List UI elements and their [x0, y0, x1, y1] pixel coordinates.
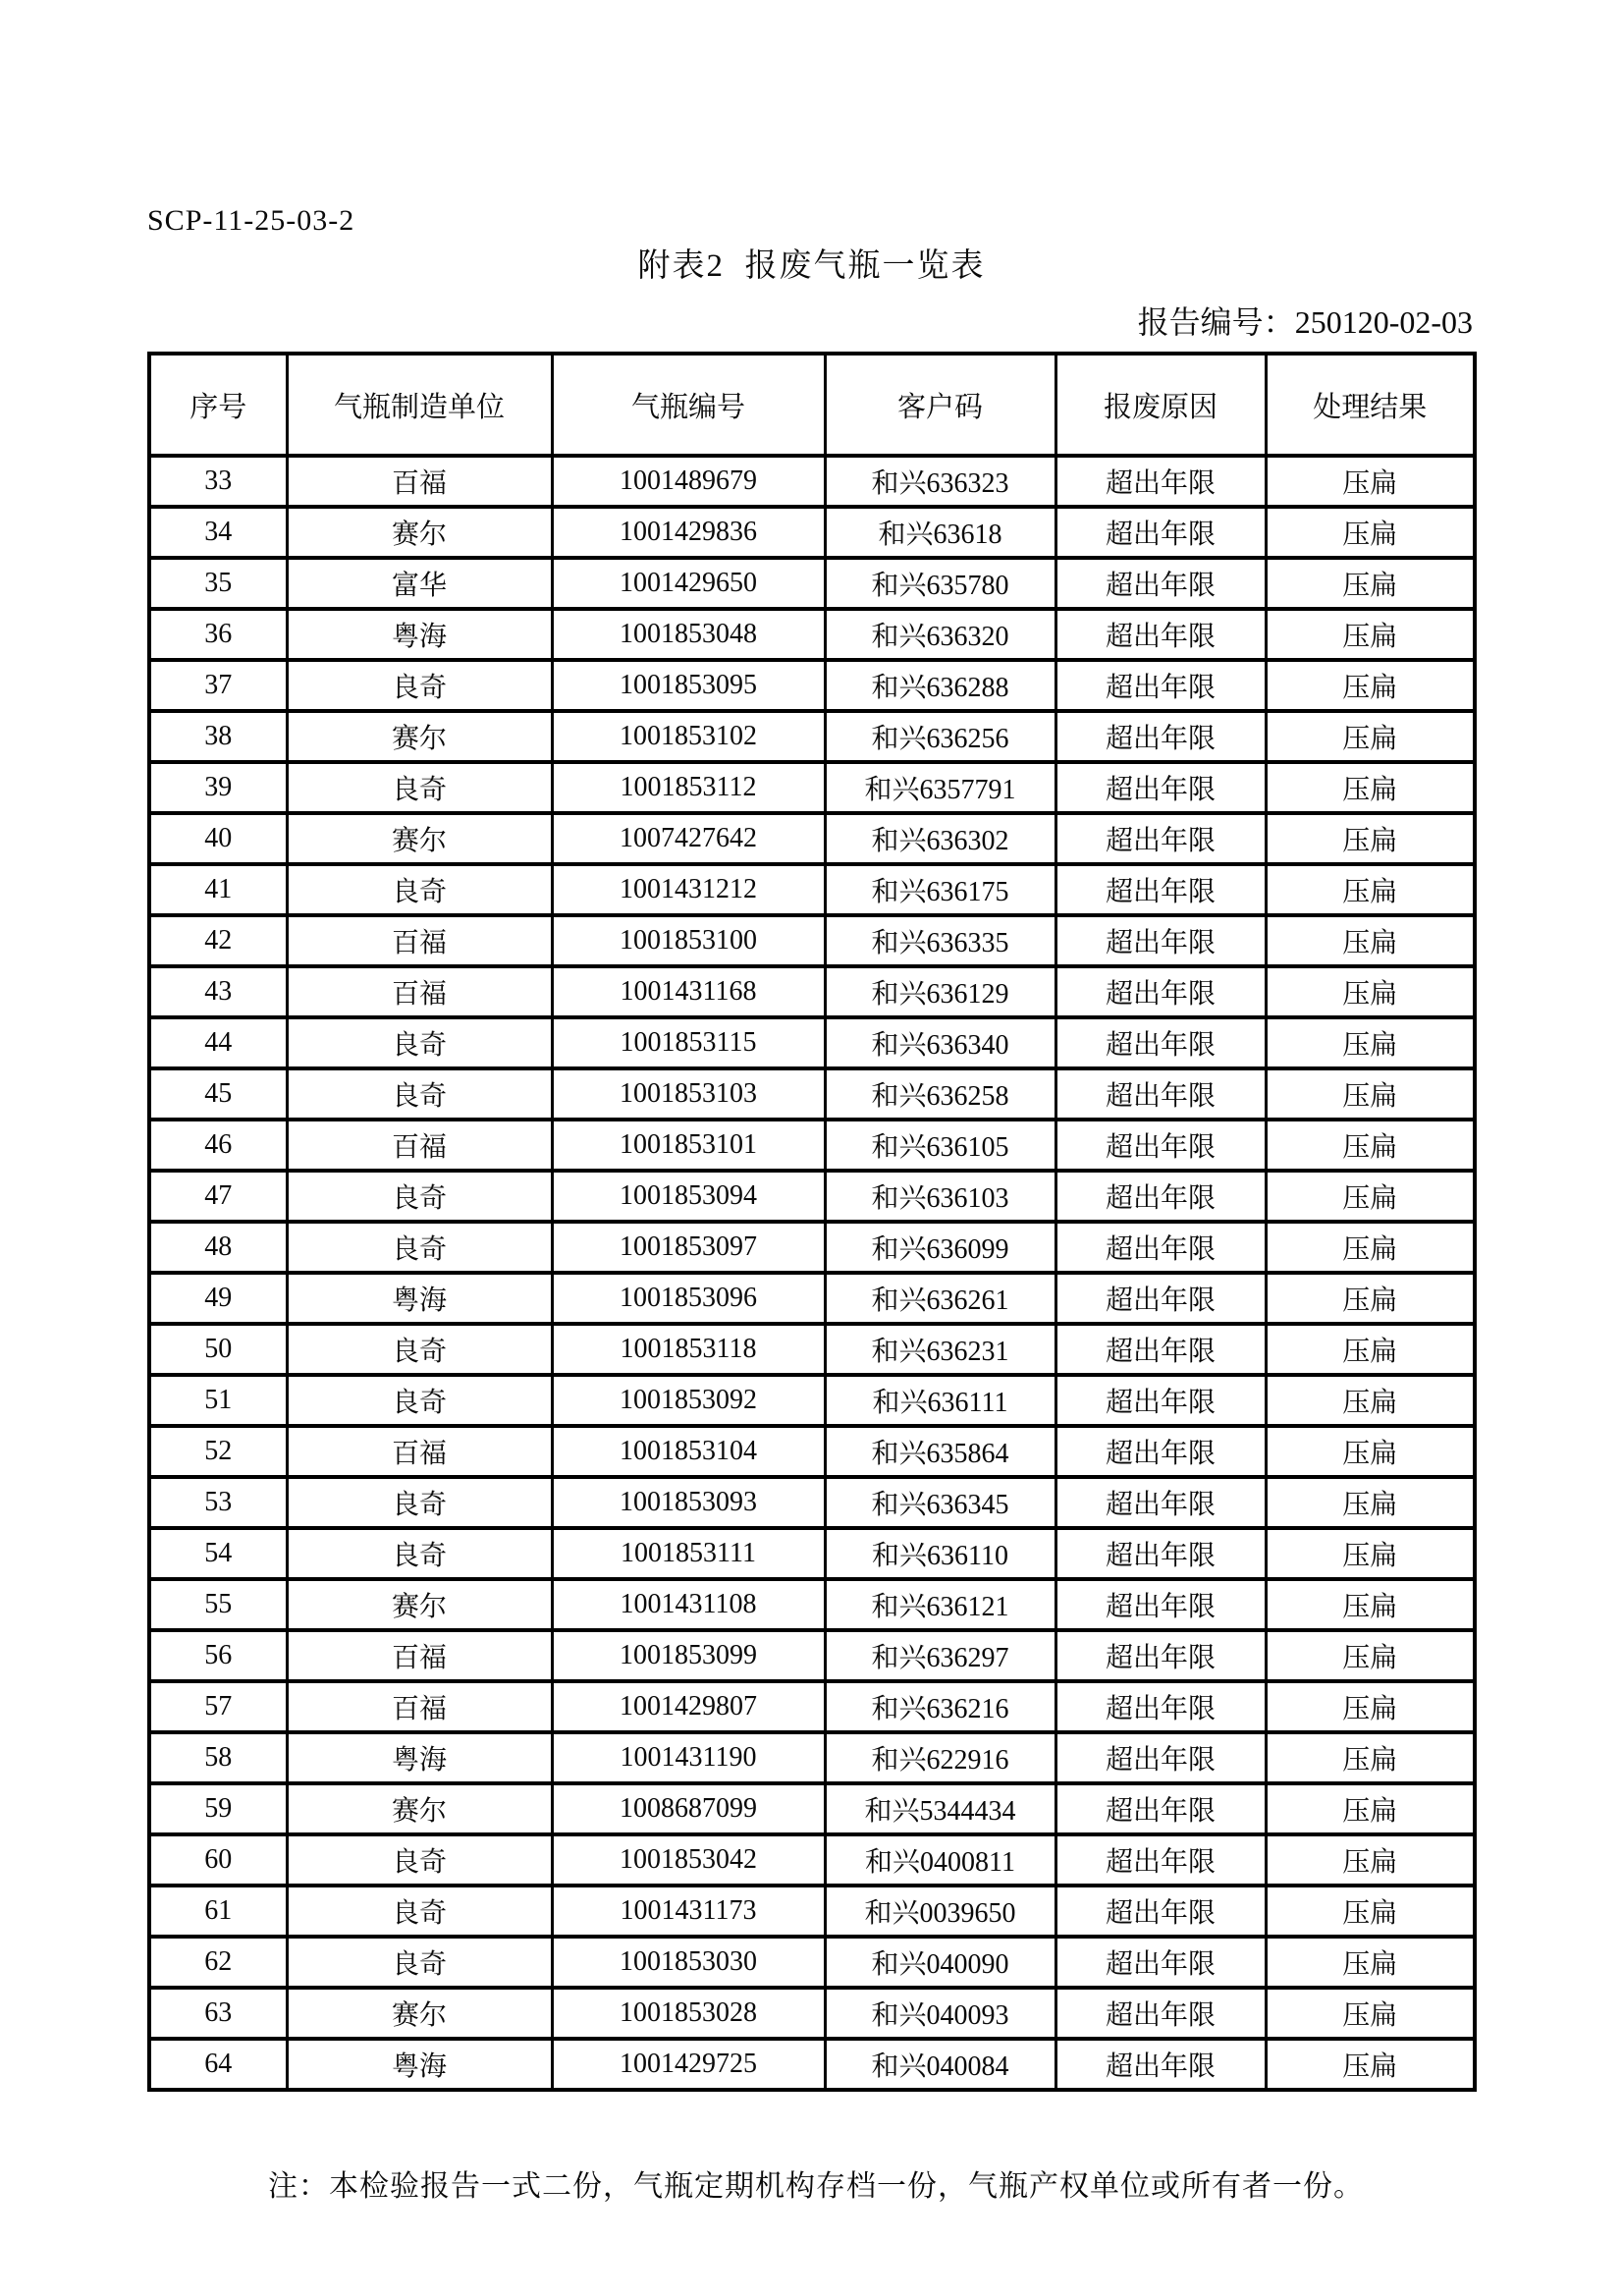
- cell-scrap-reason: 超出年限: [1055, 1834, 1266, 1886]
- table-row: [149, 1222, 1475, 1273]
- cell-result: 压扁: [1266, 1068, 1475, 1120]
- cell-index: 35: [149, 558, 287, 609]
- cell-manufacturer: 百福: [287, 915, 552, 966]
- cell-result: 压扁: [1266, 456, 1475, 507]
- header-manufacturer: 气瓶制造单位: [287, 354, 552, 456]
- cell-cylinder-no: 1001853048: [552, 609, 825, 660]
- cell-scrap-reason: 超出年限: [1055, 1783, 1266, 1834]
- cell-customer-code: 和兴0400811: [825, 1834, 1055, 1886]
- cell-cylinder-no: 1001429836: [552, 507, 825, 558]
- table-row: [149, 1375, 1475, 1426]
- cell-manufacturer: 良奇: [287, 1937, 552, 1988]
- cell-manufacturer: 良奇: [287, 1017, 552, 1068]
- report-number-line: [1138, 298, 1473, 343]
- cell-customer-code: 和兴636261: [825, 1273, 1055, 1324]
- report-number-label: 报告编号：: [1137, 304, 1295, 340]
- cell-scrap-reason: 超出年限: [1055, 660, 1266, 711]
- cell-manufacturer: 百福: [287, 966, 552, 1017]
- scrapped-cylinder-table: [147, 352, 1477, 2092]
- cell-scrap-reason: 超出年限: [1055, 966, 1266, 1017]
- cell-result: 压扁: [1266, 762, 1475, 813]
- cell-result: 压扁: [1266, 864, 1475, 915]
- cell-cylinder-no: 1001853096: [552, 1273, 825, 1324]
- cell-index: 55: [149, 1579, 287, 1630]
- cell-customer-code: 和兴636258: [825, 1068, 1055, 1120]
- footer-note: 注：本检验报告一式二份，气瓶定期机构存档一份，气瓶产权单位或所有者一份。: [268, 2170, 1364, 2203]
- cell-manufacturer: 粤海: [287, 2039, 552, 2090]
- cell-scrap-reason: 超出年限: [1055, 1528, 1266, 1579]
- cell-manufacturer: 富华: [287, 558, 552, 609]
- cell-result: 压扁: [1266, 1017, 1475, 1068]
- cell-scrap-reason: 超出年限: [1055, 1426, 1266, 1477]
- cell-scrap-reason: 超出年限: [1055, 1630, 1266, 1681]
- table-row: [149, 1681, 1475, 1732]
- cell-index: 47: [149, 1171, 287, 1222]
- cell-manufacturer: 良奇: [287, 1886, 552, 1937]
- cell-result: 压扁: [1266, 1222, 1475, 1273]
- cell-manufacturer: 百福: [287, 1630, 552, 1681]
- cell-index: 33: [149, 456, 287, 507]
- cell-customer-code: 和兴6357791: [825, 762, 1055, 813]
- cell-index: 58: [149, 1732, 287, 1783]
- cell-cylinder-no: 1001429725: [552, 2039, 825, 2090]
- cell-cylinder-no: 1001431168: [552, 966, 825, 1017]
- cell-index: 40: [149, 813, 287, 864]
- page-title: 附表2 报废气瓶一览表: [637, 248, 986, 284]
- table-row: [149, 1324, 1475, 1375]
- cell-customer-code: 和兴636121: [825, 1579, 1055, 1630]
- cell-cylinder-no: 1001431108: [552, 1579, 825, 1630]
- cell-scrap-reason: 超出年限: [1055, 1886, 1266, 1937]
- cell-index: 52: [149, 1426, 287, 1477]
- cell-customer-code: 和兴636256: [825, 711, 1055, 762]
- cell-cylinder-no: 1001431173: [552, 1886, 825, 1937]
- cell-scrap-reason: 超出年限: [1055, 1375, 1266, 1426]
- cell-index: 38: [149, 711, 287, 762]
- report-number-value: 250120-02-03: [1294, 304, 1473, 340]
- cell-manufacturer: 百福: [287, 1681, 552, 1732]
- cell-customer-code: 和兴636297: [825, 1630, 1055, 1681]
- cell-customer-code: 和兴636345: [825, 1477, 1055, 1528]
- cell-manufacturer: 良奇: [287, 1477, 552, 1528]
- cell-scrap-reason: 超出年限: [1055, 1017, 1266, 1068]
- table-row: [149, 1120, 1475, 1171]
- cell-result: 压扁: [1266, 1426, 1475, 1477]
- table-row: [149, 1017, 1475, 1068]
- cell-index: 54: [149, 1528, 287, 1579]
- cell-manufacturer: 良奇: [287, 1171, 552, 1222]
- cell-scrap-reason: 超出年限: [1055, 762, 1266, 813]
- cell-customer-code: 和兴040090: [825, 1937, 1055, 1988]
- cell-index: 42: [149, 915, 287, 966]
- cell-result: 压扁: [1266, 966, 1475, 1017]
- cell-cylinder-no: 1001431212: [552, 864, 825, 915]
- table-row: [149, 1886, 1475, 1937]
- cell-index: 36: [149, 609, 287, 660]
- cell-scrap-reason: 超出年限: [1055, 1222, 1266, 1273]
- cell-customer-code: 和兴636129: [825, 966, 1055, 1017]
- table-row: [149, 1068, 1475, 1120]
- cell-result: 压扁: [1266, 1477, 1475, 1528]
- cell-result: 压扁: [1266, 813, 1475, 864]
- cell-cylinder-no: 1008687099: [552, 1783, 825, 1834]
- table-row: [149, 1937, 1475, 1988]
- table-row: [149, 1630, 1475, 1681]
- cell-cylinder-no: 1001853102: [552, 711, 825, 762]
- cell-cylinder-no: 1001431190: [552, 1732, 825, 1783]
- cell-customer-code: 和兴0039650: [825, 1886, 1055, 1937]
- cell-manufacturer: 赛尔: [287, 1783, 552, 1834]
- table-row: [149, 1426, 1475, 1477]
- cell-cylinder-no: 1001853095: [552, 660, 825, 711]
- cell-manufacturer: 粤海: [287, 609, 552, 660]
- cell-scrap-reason: 超出年限: [1055, 711, 1266, 762]
- cell-customer-code: 和兴040093: [825, 1988, 1055, 2039]
- cell-result: 压扁: [1266, 2039, 1475, 2090]
- cell-customer-code: 和兴636320: [825, 609, 1055, 660]
- cell-index: 45: [149, 1068, 287, 1120]
- cell-index: 60: [149, 1834, 287, 1886]
- cell-scrap-reason: 超出年限: [1055, 1681, 1266, 1732]
- cell-index: 46: [149, 1120, 287, 1171]
- cell-index: 61: [149, 1886, 287, 1937]
- cell-manufacturer: 良奇: [287, 762, 552, 813]
- cell-result: 压扁: [1266, 507, 1475, 558]
- cell-customer-code: 和兴636288: [825, 660, 1055, 711]
- cell-result: 压扁: [1266, 609, 1475, 660]
- cell-index: 50: [149, 1324, 287, 1375]
- cell-scrap-reason: 超出年限: [1055, 1579, 1266, 1630]
- table-row: [149, 1834, 1475, 1886]
- cell-cylinder-no: 1001853030: [552, 1937, 825, 1988]
- cell-scrap-reason: 超出年限: [1055, 1477, 1266, 1528]
- cell-scrap-reason: 超出年限: [1055, 1273, 1266, 1324]
- cell-customer-code: 和兴636231: [825, 1324, 1055, 1375]
- cell-manufacturer: 良奇: [287, 1528, 552, 1579]
- cell-cylinder-no: 1001853042: [552, 1834, 825, 1886]
- cell-manufacturer: 良奇: [287, 1068, 552, 1120]
- cell-cylinder-no: 1001853099: [552, 1630, 825, 1681]
- header-scrap-reason: 报废原因: [1055, 354, 1266, 456]
- cell-manufacturer: 良奇: [287, 1222, 552, 1273]
- cell-manufacturer: 良奇: [287, 1324, 552, 1375]
- table-row: [149, 660, 1475, 711]
- cell-manufacturer: 粤海: [287, 1273, 552, 1324]
- cell-result: 压扁: [1266, 1630, 1475, 1681]
- cell-index: 49: [149, 1273, 287, 1324]
- cell-scrap-reason: 超出年限: [1055, 1988, 1266, 2039]
- cell-scrap-reason: 超出年限: [1055, 1324, 1266, 1375]
- cell-result: 压扁: [1266, 1834, 1475, 1886]
- cell-scrap-reason: 超出年限: [1055, 1937, 1266, 1988]
- cell-result: 压扁: [1266, 558, 1475, 609]
- cell-index: 43: [149, 966, 287, 1017]
- table-row: [149, 864, 1475, 915]
- cell-cylinder-no: 1001853111: [552, 1528, 825, 1579]
- table-row: [149, 1988, 1475, 2039]
- cell-customer-code: 和兴636340: [825, 1017, 1055, 1068]
- table-header-row: [149, 354, 1475, 456]
- cell-result: 压扁: [1266, 1886, 1475, 1937]
- table-row: [149, 1528, 1475, 1579]
- cell-manufacturer: 良奇: [287, 864, 552, 915]
- cell-customer-code: 和兴636105: [825, 1120, 1055, 1171]
- cell-scrap-reason: 超出年限: [1055, 915, 1266, 966]
- table-row: [149, 711, 1475, 762]
- cell-customer-code: 和兴636175: [825, 864, 1055, 915]
- cell-scrap-reason: 超出年限: [1055, 558, 1266, 609]
- cell-scrap-reason: 超出年限: [1055, 2039, 1266, 2090]
- cell-customer-code: 和兴636099: [825, 1222, 1055, 1273]
- cell-index: 53: [149, 1477, 287, 1528]
- cell-scrap-reason: 超出年限: [1055, 813, 1266, 864]
- cell-scrap-reason: 超出年限: [1055, 1120, 1266, 1171]
- table-row: [149, 1273, 1475, 1324]
- cell-result: 压扁: [1266, 711, 1475, 762]
- cell-cylinder-no: 1001489679: [552, 456, 825, 507]
- cell-index: 39: [149, 762, 287, 813]
- cell-index: 63: [149, 1988, 287, 2039]
- cell-manufacturer: 赛尔: [287, 711, 552, 762]
- table-row: [149, 1732, 1475, 1783]
- cell-cylinder-no: 1001853092: [552, 1375, 825, 1426]
- cell-customer-code: 和兴636323: [825, 456, 1055, 507]
- cell-cylinder-no: 1001853115: [552, 1017, 825, 1068]
- cell-result: 压扁: [1266, 1937, 1475, 1988]
- cell-cylinder-no: 1001853112: [552, 762, 825, 813]
- cell-result: 压扁: [1266, 1988, 1475, 2039]
- cell-manufacturer: 良奇: [287, 660, 552, 711]
- table-row: [149, 1171, 1475, 1222]
- cell-customer-code: 和兴636111: [825, 1375, 1055, 1426]
- cell-index: 48: [149, 1222, 287, 1273]
- cell-manufacturer: 赛尔: [287, 1579, 552, 1630]
- cell-index: 34: [149, 507, 287, 558]
- table-row: [149, 966, 1475, 1017]
- cell-result: 压扁: [1266, 1681, 1475, 1732]
- cell-index: 64: [149, 2039, 287, 2090]
- cell-index: 59: [149, 1783, 287, 1834]
- cell-cylinder-no: 1001429650: [552, 558, 825, 609]
- header-customer-code: 客户码: [825, 354, 1055, 456]
- cell-index: 44: [149, 1017, 287, 1068]
- cell-customer-code: 和兴635780: [825, 558, 1055, 609]
- cell-result: 压扁: [1266, 915, 1475, 966]
- cell-manufacturer: 赛尔: [287, 507, 552, 558]
- cell-cylinder-no: 1001853097: [552, 1222, 825, 1273]
- cell-manufacturer: 赛尔: [287, 1988, 552, 2039]
- cell-scrap-reason: 超出年限: [1055, 864, 1266, 915]
- cell-cylinder-no: 1001853028: [552, 1988, 825, 2039]
- cell-manufacturer: 赛尔: [287, 813, 552, 864]
- cell-manufacturer: 百福: [287, 1426, 552, 1477]
- cell-index: 41: [149, 864, 287, 915]
- cell-result: 压扁: [1266, 1273, 1475, 1324]
- table-row: [149, 1477, 1475, 1528]
- header-index: 序号: [149, 354, 287, 456]
- cell-customer-code: 和兴636110: [825, 1528, 1055, 1579]
- cell-cylinder-no: 1001853101: [552, 1120, 825, 1171]
- cell-cylinder-no: 1001853104: [552, 1426, 825, 1477]
- cell-manufacturer: 百福: [287, 456, 552, 507]
- table-row: [149, 456, 1475, 507]
- cell-manufacturer: 粤海: [287, 1732, 552, 1783]
- table-row: [149, 2039, 1475, 2090]
- cell-result: 压扁: [1266, 1171, 1475, 1222]
- cell-manufacturer: 良奇: [287, 1834, 552, 1886]
- cell-scrap-reason: 超出年限: [1055, 1732, 1266, 1783]
- cell-result: 压扁: [1266, 1783, 1475, 1834]
- cell-index: 62: [149, 1937, 287, 1988]
- cell-customer-code: 和兴636335: [825, 915, 1055, 966]
- cell-cylinder-no: 1001429807: [552, 1681, 825, 1732]
- cell-result: 压扁: [1266, 1120, 1475, 1171]
- cell-cylinder-no: 1001853094: [552, 1171, 825, 1222]
- cell-result: 压扁: [1266, 660, 1475, 711]
- table-row: [149, 813, 1475, 864]
- cell-customer-code: 和兴635864: [825, 1426, 1055, 1477]
- cell-customer-code: 和兴636103: [825, 1171, 1055, 1222]
- cell-index: 37: [149, 660, 287, 711]
- table-header: [149, 354, 1475, 456]
- table-row: [149, 1783, 1475, 1834]
- cell-result: 压扁: [1266, 1528, 1475, 1579]
- document-code: SCP-11-25-03-2: [147, 204, 355, 237]
- cell-cylinder-no: 1001853093: [552, 1477, 825, 1528]
- cell-customer-code: 和兴636302: [825, 813, 1055, 864]
- cell-index: 51: [149, 1375, 287, 1426]
- table-row: [149, 762, 1475, 813]
- cylinder-table-body: [149, 456, 1475, 2090]
- cell-customer-code: 和兴5344434: [825, 1783, 1055, 1834]
- cell-customer-code: 和兴622916: [825, 1732, 1055, 1783]
- cell-scrap-reason: 超出年限: [1055, 456, 1266, 507]
- cell-scrap-reason: 超出年限: [1055, 609, 1266, 660]
- cell-customer-code: 和兴636216: [825, 1681, 1055, 1732]
- cell-index: 56: [149, 1630, 287, 1681]
- table-row: [149, 507, 1475, 558]
- cell-scrap-reason: 超出年限: [1055, 1171, 1266, 1222]
- cell-scrap-reason: 超出年限: [1055, 507, 1266, 558]
- table-row: [149, 609, 1475, 660]
- cell-result: 压扁: [1266, 1324, 1475, 1375]
- table-row: [149, 915, 1475, 966]
- cell-result: 压扁: [1266, 1732, 1475, 1783]
- cell-cylinder-no: 1007427642: [552, 813, 825, 864]
- cell-manufacturer: 百福: [287, 1120, 552, 1171]
- header-cylinder-no: 气瓶编号: [552, 354, 825, 456]
- cell-cylinder-no: 1001853103: [552, 1068, 825, 1120]
- cell-manufacturer: 良奇: [287, 1375, 552, 1426]
- cell-customer-code: 和兴040084: [825, 2039, 1055, 2090]
- cell-customer-code: 和兴63618: [825, 507, 1055, 558]
- table-row: [149, 1579, 1475, 1630]
- cell-index: 57: [149, 1681, 287, 1732]
- cell-cylinder-no: 1001853100: [552, 915, 825, 966]
- cell-scrap-reason: 超出年限: [1055, 1068, 1266, 1120]
- cell-result: 压扁: [1266, 1579, 1475, 1630]
- cell-result: 压扁: [1266, 1375, 1475, 1426]
- table-row: [149, 558, 1475, 609]
- cell-cylinder-no: 1001853118: [552, 1324, 825, 1375]
- header-result: 处理结果: [1266, 354, 1475, 456]
